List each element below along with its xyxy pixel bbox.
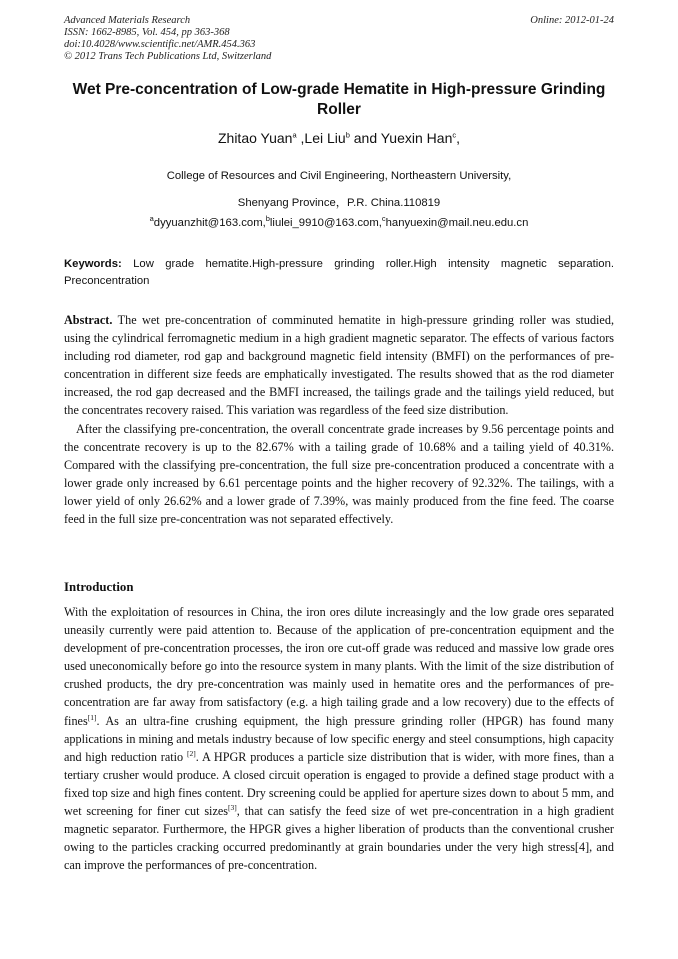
citation-3[interactable]: [3] [228,802,237,812]
abstract-text-1: The wet pre-concentration of comminuted hematite in high-pressure grinding roller was studied, using the cylindrical ferromagnetic medium in a high gradient magnetic separator. The effects of various factors including rod diameter, rod gap and background magnetic field intensity (BMFI) on the performances of pre-concentration in different size feeds are emphatically investigated. The results showed that as the rod diameter increased, the rod gap decreased and the BMFI increased, the tailings grade and the tailings yield reduced, but the concentrates recovery raised. This variation was regardless of the feed size distribution. [64,313,614,418]
email-b-mark: b [265,214,270,224]
author-1-mark: a [292,130,297,140]
author-2-mark: b [345,130,350,140]
author-1: Zhitao Yuan [217,130,293,146]
intro-text-1: With the exploitation of resources in China, the iron ores dilute increasingly and the low grade ores separated uneasily currently were paid attention to. Because of the application of pre-concentration equipment and the development of pre-concentration processes, the iron ore cut-off grade was reduced and massive low grade ores used uneconomically before go into the resource system in many plants. With the limit of the size distribution of crushed products, the dry pre-concentration was mainly used in hematite ores and the performances of pre-concentration are far away from satisfactory (e.g. a high tailing grade and a low recovery) due to the effects of fines [64,605,614,728]
author-3-mark: c [452,130,457,140]
doi-line: doi:10.4028/www.scientific.net/AMR.454.363 [64,39,256,50]
intro-text-4: , that can satisfy the feed size of wet pre-concentration in a high gradient magnetic separator. Furthermore, the HPGR gives a higher liberation of products than the conventional crusher owing to the particles cracking occurred predominantly at grain boundaries under the very high stress[4], and can improve the performances of pre-concentration. [64,804,614,873]
journal-name: Advanced Materials Research [64,15,191,26]
email-c[interactable]: hanyuexin@mail.neu.edu.cn [385,217,529,229]
copyright-line: © 2012 Trans Tech Publications Ltd, Switzerland [64,51,272,62]
email-a[interactable]: dyyuanzhit@163.com, [153,217,266,229]
citation-2[interactable]: [2] [186,748,196,758]
keywords-label: Keywords: [64,258,122,270]
abstract-paragraph-2: After the classifying pre-concentration, the overall concentrate grade increases by 9.56 percentage points and the concentrate recovery is up to the 82.67% with a tailing grade of 10.68% and a tailing yield of 40.31%. Compared with the classifying pre-concentration, the full size pre-concentration produced a concentrate with a lower grade only increased by 6.61 percentage points and the higher recovery of 92.32%. The tailings, with a lower yield of only 26.62% and a lower grade of 7.39%, was mainly produced from the fine feed. The coarse feed in the full size pre-concentration was not separated effectively. [64,421,614,527]
email-c-mark: c [381,214,386,224]
email-line [64,214,614,229]
author-2: ,Lei Liu [296,130,346,146]
keywords-text: Low grade hematite.High-pressure grinding roller.High intensity magnetic separation. Preconcentration [64,258,614,287]
affiliation-line-1: College of Resources and Civil Engineering, Northeastern University, [166,170,512,182]
abstract-paragraph-1 [64,311,614,420]
intro-text-2: . As an ultra-fine crushing equipment, the high pressure grinding roller (HPGR) has found many applications in mining and metals industry because of low specific energy and steel consumptions, high capacity and high reduction ratio [64,713,614,764]
introduction-heading: Introduction [64,580,134,594]
email-a-mark: a [149,214,154,224]
author-3: and Yuexin Han [349,130,453,146]
author-list [64,130,614,146]
author-list-end: , [456,130,460,146]
introduction-body [64,603,614,874]
email-b[interactable]: liulei_9910@163.com, [269,217,382,229]
issn-line: ISSN: 1662-8985, Vol. 454, pp 363-368 [64,27,230,38]
introduction-paragraph [64,603,614,874]
intro-text-3: . A HPGR produces a particle size distribution that is wider, with more fines, than a tertiary crusher would produce. A closed circuit operation is engaged to provide a defined stage product with a fixed top size and high fines content. Dry screening could be applied for aperture sizes down to about 5 mm, and wet screening for finer cut sizes [64,749,614,819]
online-date: Online: 2012-01-24 [530,15,614,26]
abstract [64,311,614,528]
abstract-label: Abstract. [64,313,113,327]
keywords [64,256,614,290]
paper-title: Wet Pre-concentration of Low-grade Hematite in High-pressure Grinding Roller [72,81,606,118]
affiliation-line-2: Shenyang Province，P.R. China.110819 [237,197,441,209]
citation-1[interactable]: [1] [87,712,97,722]
